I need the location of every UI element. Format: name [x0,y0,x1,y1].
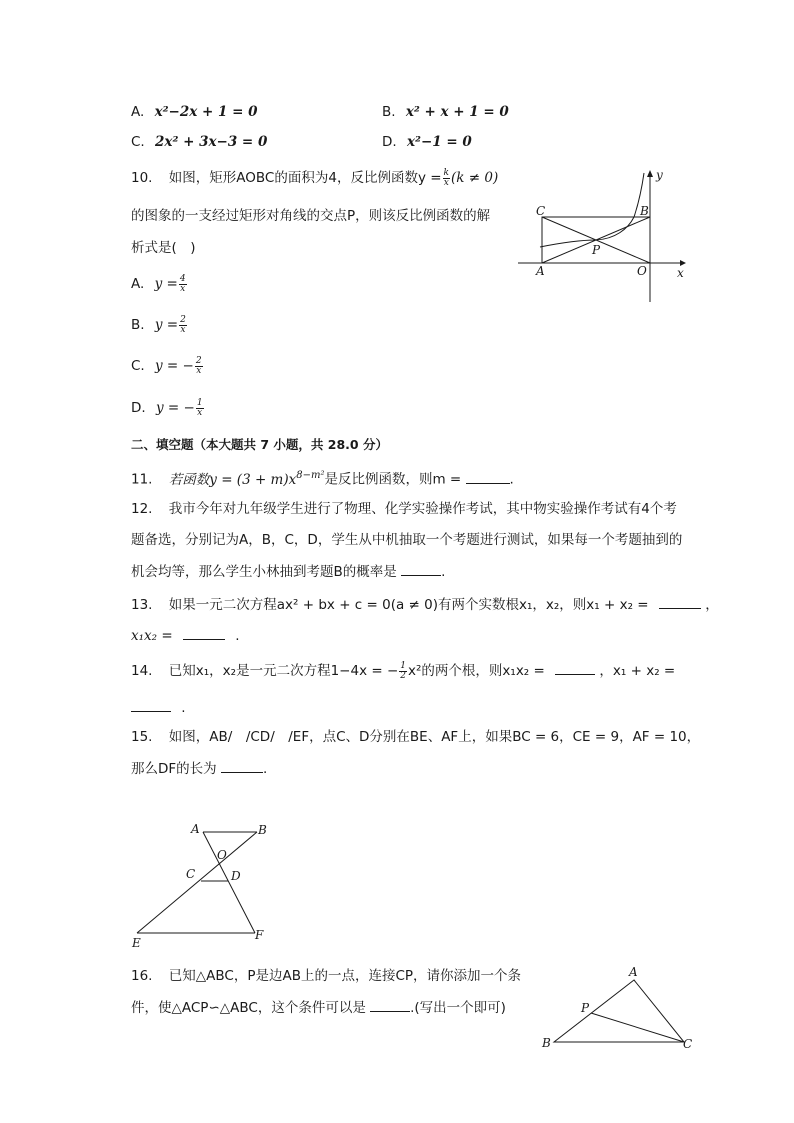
label-b: B [258,823,267,837]
label-x: x [677,266,684,280]
q13-line2: x₁x₂ = . [131,625,240,646]
triangle-abc [554,980,684,1042]
segment-af [203,832,255,933]
q13-sum-blank[interactable] [659,594,701,609]
q14-line1: 14. 已知x₁，x₂是一元二次方程1−4x = − $\frac{1}{2}$ x²的两个根，则x₁x₂ = ，x₁ + x₂ = [131,660,676,681]
q12-answer-blank[interactable] [401,561,441,576]
q10-figure [510,165,700,310]
label-f: F [255,928,264,942]
q16-answer-blank[interactable] [370,997,410,1012]
label-p: P [592,243,601,257]
section-title: 二、填空题（本大题共 7 小题，共 28.0 分） [131,437,388,452]
q10-k-over-x: $\frac{k}{x}$ [443,167,450,188]
q13-product-blank[interactable] [183,625,225,640]
y-axis-arrow-icon [647,170,653,177]
label-c: C [186,867,196,881]
hyperbola-curve [540,173,644,247]
q10-stem-line2: 的图象的一支经过矩形对角线的交点P，则该反比例函数的解 [131,208,491,224]
q10-option-c[interactable]: C. y = − $\frac{2}{x}$ [131,355,202,376]
label-a: A [629,965,638,979]
q12-line3: 机会均等，那么学生小林抽到考题B的概率是 . [131,561,445,582]
q14-sum-blank[interactable] [131,697,171,712]
q13-line1: 13. 如果一元二次方程ax² + bx + c = 0(a ≠ 0)有两个实数根x₁，x₂，则x₁ + x₂ = ， [131,594,719,615]
q16-line2: 件，使△ACP∽△ABC，这个条件可以是 .(写出一个即可) [131,997,506,1018]
q9-option-c[interactable]: C. 2x² + 3x−3 = 0 [131,134,268,150]
label-b: B [542,1036,551,1050]
q14-product-blank[interactable] [555,660,595,675]
label-o: O [217,848,227,862]
q10-stem-line3: 析式是( ) [131,240,196,256]
label-c: C [683,1037,693,1051]
label-e: E [132,936,141,950]
label-o: O [637,264,647,278]
q12-line1: 12. 我市今年对九年级学生进行了物理、化学实验操作考试，其中物实验操作考试有4个考 [131,501,677,517]
q16-figure [538,960,708,1060]
q11-answer-blank[interactable] [466,469,510,484]
label-a: A [191,822,200,836]
label-y: y [656,168,663,182]
segment-cp [591,1013,684,1042]
q15-answer-blank[interactable] [221,758,263,773]
label-p: P [581,1001,590,1015]
label-b: B [640,204,649,218]
q10-option-d[interactable]: D. y = − $\frac{1}{x}$ [131,397,203,418]
q9-option-a[interactable]: A. x²−2x + 1 = 0 [131,104,258,120]
q15-figure [125,815,285,955]
q14-line2: . [131,697,186,718]
q10-stem-line1: 10. 如图，矩形AOBC的面积为4，反比例函数y = $\frac{k}{x}$ (k ≠ 0) [131,167,499,188]
q11: 11. 若函数$y = (3 + m)x^{8-m^2}$是反比例函数，则m = . [131,470,514,488]
q15-line2: 那么DF的长为 . [131,758,267,779]
label-d: D [231,869,241,883]
q10-option-a[interactable]: A. y = $\frac{4}{x}$ [131,273,186,294]
q16-line1: 16. 已知△ABC，P是边AB上的一点，连接CP，请你添加一个条 [131,968,522,984]
q9-option-d[interactable]: D. x²−1 = 0 [382,134,472,150]
q15-line1: 15. 如图，AB/ /CD/ /EF，点C、D分别在BE、AF上，如果BC = 6，CE = 9，AF = 10， [131,729,701,745]
label-c: C [536,204,546,218]
q9-option-b[interactable]: B. x² + x + 1 = 0 [382,104,509,120]
q10-option-b[interactable]: B. y = $\frac{2}{x}$ [131,314,186,335]
label-a: A [536,264,545,278]
q12-line2: 题备选，分别记为A，B，C，D，学生从中机抽取一个考题进行测试，如果每一个考题抽到的 [131,532,683,548]
